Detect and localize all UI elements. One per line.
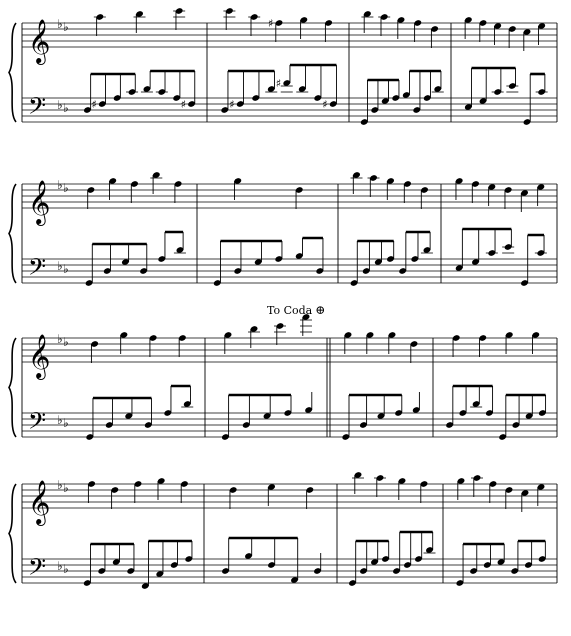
sharp-icon: ♯ — [180, 98, 186, 111]
sharp-icon: ♯ — [91, 98, 97, 111]
coda-icon: ⊕ — [315, 303, 326, 317]
key-flat-icon: ♭ — [63, 416, 69, 430]
brace — [9, 338, 16, 437]
brace — [9, 484, 16, 583]
key-flat-icon: ♭ — [57, 559, 63, 573]
brace — [9, 23, 16, 122]
key-flat-icon: ♭ — [63, 562, 69, 576]
key-flat-icon: ♭ — [63, 335, 69, 349]
sharp-icon: ♯ — [322, 98, 328, 111]
sharp-icon: ♯ — [275, 77, 282, 90]
key-flat-icon: ♭ — [63, 101, 69, 115]
to-coda-text: To Coda — [267, 304, 313, 317]
system-1 — [9, 7, 557, 126]
system-2 — [9, 171, 557, 287]
treble-clef-icon: 𝄞 — [28, 180, 51, 224]
key-flat-icon: ♭ — [57, 259, 63, 273]
key-flat-icon: ♭ — [63, 181, 69, 195]
sharp-icon: ♯ — [268, 17, 274, 30]
treble-clef-icon: 𝄞 — [28, 480, 51, 524]
system-4 — [9, 471, 557, 590]
key-flat-icon: ♭ — [57, 178, 63, 192]
key-flat-icon: ♭ — [57, 17, 63, 31]
to-coda-marking — [267, 303, 325, 317]
sharp-icon: ♯ — [229, 98, 235, 111]
system-3 — [9, 313, 557, 441]
key-flat-icon: ♭ — [63, 20, 69, 34]
brace — [9, 184, 16, 283]
key-flat-icon: ♭ — [63, 481, 69, 495]
key-flat-icon: ♭ — [57, 332, 63, 346]
treble-clef-icon: 𝄞 — [28, 19, 51, 63]
key-flat-icon: ♭ — [57, 98, 63, 112]
treble-clef-icon: 𝄞 — [28, 334, 51, 378]
key-flat-icon: ♭ — [57, 478, 63, 492]
key-flat-icon: ♭ — [57, 413, 63, 427]
bass-clef-icon: 𝄢 — [28, 253, 47, 286]
bass-clef-icon: 𝄢 — [28, 92, 47, 125]
bass-clef-icon: 𝄢 — [28, 553, 47, 586]
bass-clef-icon: 𝄢 — [28, 407, 47, 440]
key-flat-icon: ♭ — [63, 262, 69, 276]
